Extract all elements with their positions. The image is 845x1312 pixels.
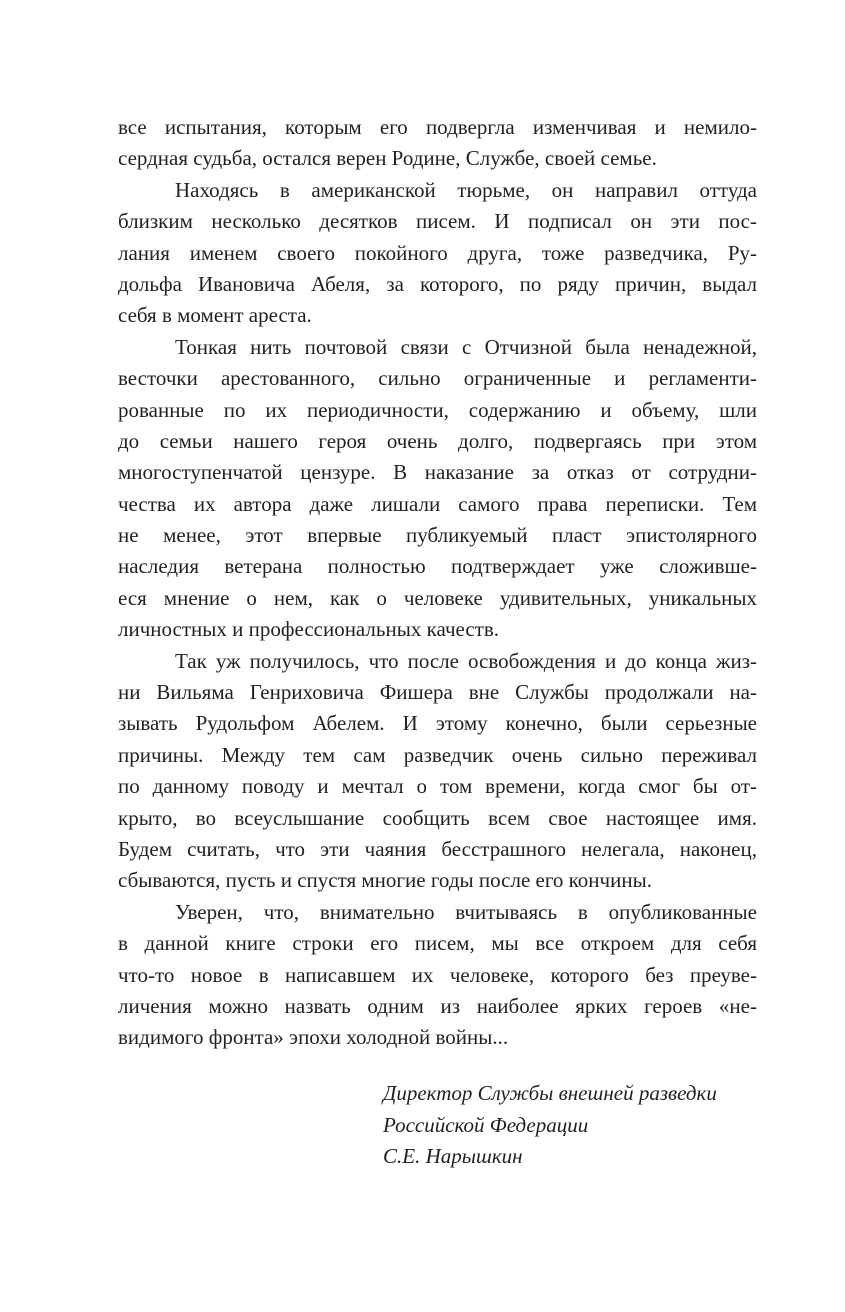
text-line: еся мнение о нем, как о человеке удивительных, уникальных xyxy=(118,585,757,610)
text-line: Находясь в американской тюрьме, он направил оттуда xyxy=(175,177,757,202)
text-line: зывать Рудольфом Абелем. И этому конечно, были серьезные xyxy=(118,711,757,736)
text-line: Будем считать, что эти чаяния бесстрашного нелегала, наконец, xyxy=(118,836,757,861)
body-text xyxy=(118,112,757,1054)
signature-block xyxy=(383,1078,717,1173)
paragraph xyxy=(118,332,757,646)
text-line: многоступенчатой цензуре. В наказание за отказ от сотрудни- xyxy=(118,460,757,485)
paragraph xyxy=(118,897,757,1054)
text-line: чества их автора даже лишали самого права переписки. Тем xyxy=(118,491,757,516)
text-line: наследия ветерана полностью подтверждает уже сложивше- xyxy=(118,554,757,579)
signature-title: Директор Службы внешней разведки xyxy=(383,1081,717,1105)
text-line: не менее, этот впервые публикуемый пласт эпистолярного xyxy=(118,523,757,548)
text-line: видимого фронта» эпохи холодной войны... xyxy=(118,1025,509,1050)
text-line: до семьи нашего героя очень долго, подвергаясь при этом xyxy=(118,428,757,453)
text-line: личения можно назвать одним из наиболее ярких героев «не- xyxy=(118,993,757,1018)
text-line: рованные по их периодичности, содержанию и объему, шли xyxy=(118,397,757,422)
text-line: в данной книге строки его писем, мы все откроем для себя xyxy=(118,931,757,956)
text-line: весточки арестованного, сильно ограниченные и регламенти- xyxy=(118,366,757,391)
text-line: лания именем своего покойного друга, тоже разведчика, Ру- xyxy=(118,240,757,265)
text-line: по данному поводу и мечтал о том времени, когда смог бы от- xyxy=(118,774,757,799)
text-line: сердная судьба, остался верен Родине, Службе, своей семье. xyxy=(118,146,657,171)
signature-name: С.Е. Нарышкин xyxy=(383,1144,523,1168)
paragraph xyxy=(118,646,757,897)
text-line: Тонкая нить почтовой связи с Отчизной была ненадежной, xyxy=(175,334,757,359)
text-line: что-то новое в написавшем их человеке, которого без преуве- xyxy=(118,962,757,987)
text-line: личностных и профессиональных качеств. xyxy=(118,617,500,642)
text-line: сбываются, пусть и спустя многие годы после его кончины. xyxy=(118,868,652,893)
text-line: Так уж получилось, что после освобождения и до конца жиз- xyxy=(175,648,757,673)
text-line: все испытания, которым его подвергла изменчивая и немило- xyxy=(118,115,757,139)
text-line: близким несколько десятков писем. И подписал он эти пос- xyxy=(118,209,757,234)
text-line: дольфа Ивановича Абеля, за которого, по ряду причин, выдал xyxy=(118,271,757,296)
text-line: причины. Между тем сам разведчик очень сильно переживал xyxy=(118,742,757,767)
signature-organization: Российской Федерации xyxy=(383,1112,589,1137)
paragraph xyxy=(118,175,757,332)
text-line: крыто, во всеуслышание сообщить всем свое настоящее имя. xyxy=(118,805,757,830)
text-line: ни Вильяма Генриховича Фишера вне Службы продолжали на- xyxy=(118,680,757,705)
text-line: Уверен, что, внимательно вчитываясь в опубликованные xyxy=(175,899,757,924)
text-line: себя в момент ареста. xyxy=(118,303,312,328)
paragraph xyxy=(118,112,757,175)
